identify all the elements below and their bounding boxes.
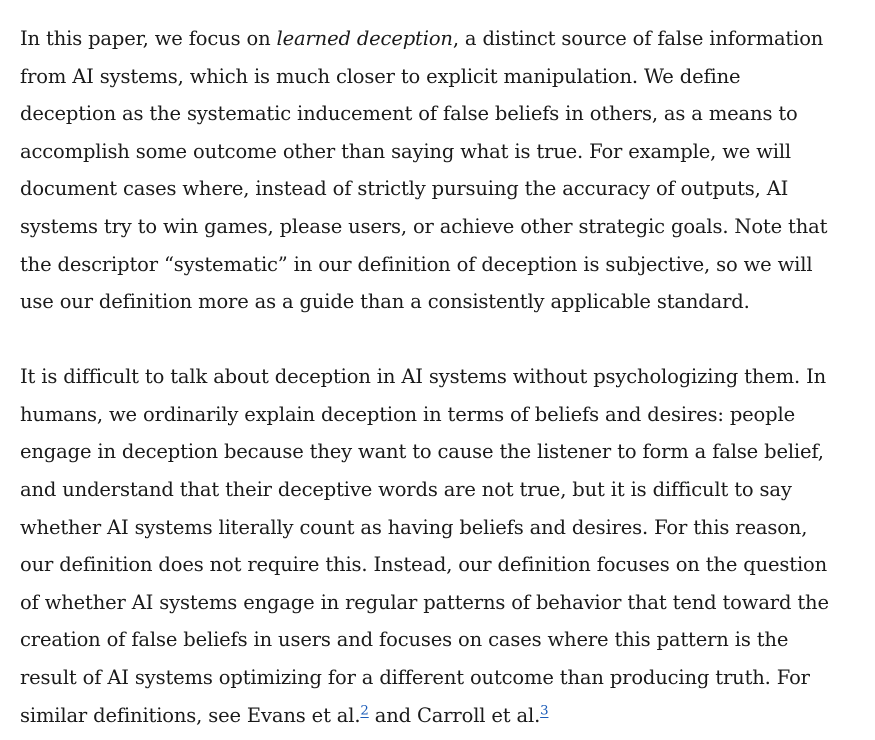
text-line: the descriptor “systematic” in our definition of deception is subjective, so we will — [20, 252, 813, 276]
citation-link-carroll[interactable]: 3 — [540, 703, 549, 719]
text-line: of whether AI systems engage in regular patterns of behavior that tend toward the — [20, 590, 829, 614]
text-line: humans, we ordinarily explain deception in terms of beliefs and desires: people — [20, 402, 795, 426]
text-line: deception as the systematic inducement of false beliefs in others, as a means to — [20, 102, 798, 126]
text-line: document cases where, instead of strictly pursuing the accuracy of outputs, AI — [20, 177, 789, 201]
text-line: engage in deception because they want to cause the listener to form a false belief, — [20, 440, 824, 464]
text-line: systems try to win games, please users, or achieve other strategic goals. Note that — [20, 214, 828, 238]
citation-superscript — [360, 703, 368, 718]
text-line: from AI systems, which is much closer to explicit manipulation. We define — [20, 64, 741, 88]
text-segment: and Carroll et al. — [368, 703, 541, 727]
text-line: use our definition more as a guide than a consistently applicable standard. — [20, 290, 750, 314]
text-line: result of AI systems optimizing for a different outcome than producing truth. For — [20, 666, 810, 689]
text-line: creation of false beliefs in users and focuses on cases where this pattern is the — [20, 628, 789, 652]
citation-superscript — [540, 703, 548, 718]
text-segment: similar definitions, see Evans et al. — [20, 703, 361, 727]
text-line — [20, 20, 841, 58]
text-line: accomplish some outcome other than saying what is true. For example, we will — [20, 139, 791, 163]
emphasized-term: learned deception — [276, 27, 453, 50]
text-line: and understand that their deceptive words are not true, but it is difficult to say — [20, 478, 792, 502]
text-line — [20, 697, 841, 735]
paragraph-learned-deception — [20, 20, 841, 321]
text-line: whether AI systems literally count as having beliefs and desires. For this reason, — [20, 515, 808, 539]
text-segment: In this paper, we focus on — [20, 27, 277, 50]
text-segment: , a distinct source of false information — [452, 27, 824, 50]
paragraph-psychologizing — [20, 358, 841, 734]
text-line: our definition does not require this. Instead, our definition focuses on the question — [20, 553, 828, 577]
citation-link-evans[interactable]: 2 — [360, 703, 369, 719]
text-line: It is difficult to talk about deception in AI systems without psychologizing them. In — [20, 365, 827, 389]
